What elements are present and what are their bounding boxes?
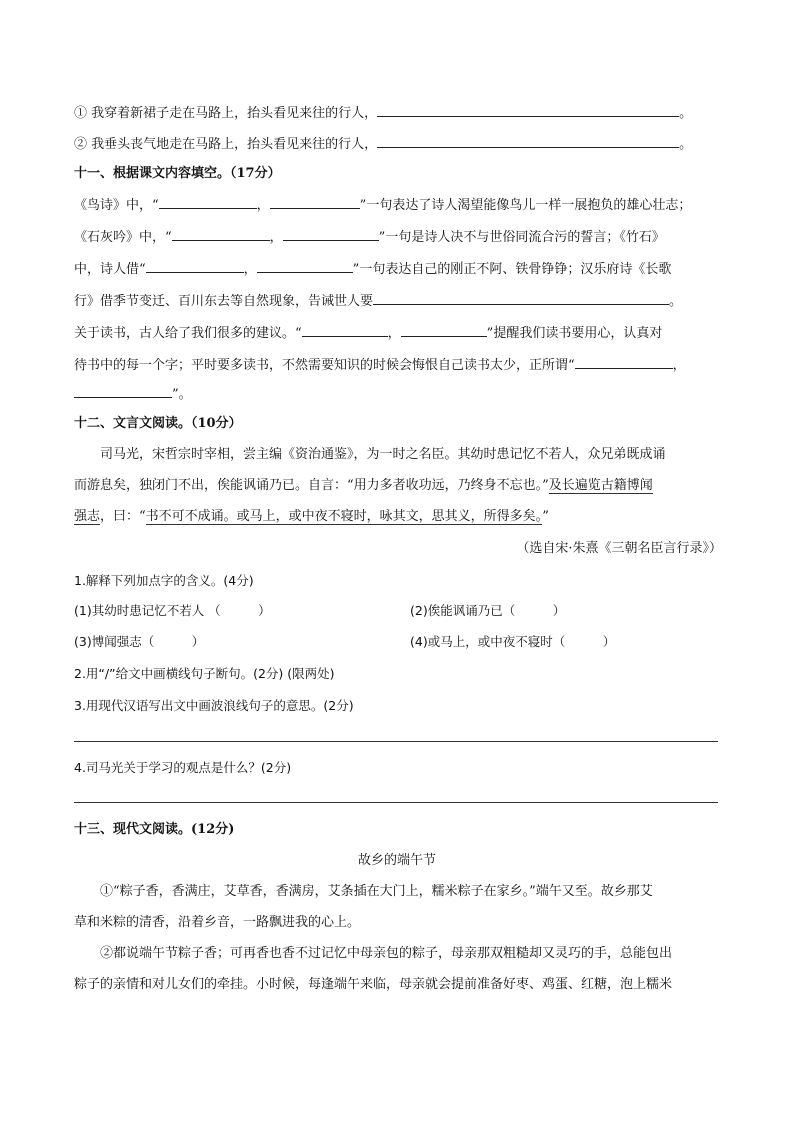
answer-blank[interactable]: [283, 226, 379, 241]
section-13-heading: 十三、现代文阅读。(12分): [74, 822, 235, 837]
s12-question-1: 1.解释下列加点字的含义。(4分): [74, 573, 254, 588]
answer-line[interactable]: [74, 802, 718, 803]
text: 。: [669, 294, 683, 309]
text: ”一句表达自己的刚正不阿、铁骨铮铮；汉乐府诗《长歌: [352, 262, 672, 277]
answer-blank[interactable]: [401, 322, 487, 337]
s11-line-4: [74, 290, 682, 312]
article-title: 故乡的端午节: [357, 853, 436, 868]
text: 中，诗人借“: [74, 262, 146, 277]
answer-blank[interactable]: [302, 322, 388, 337]
text: ，: [672, 358, 686, 373]
answer-blank[interactable]: [257, 258, 353, 273]
q10-item-2-text: ② 我垂头丧气地走在马路上，抬头看见来往的行人，: [74, 137, 378, 152]
text: ，曰：“: [100, 509, 146, 524]
s12-q1-c[interactable]: (3)博闻强志（ ）: [74, 634, 205, 649]
text: ”: [542, 509, 549, 524]
s11-line-7: [74, 383, 192, 405]
s12-question-4: 4.司马光关于学习的观点是什么？(2分): [74, 760, 292, 775]
s12-para-1: 司马光，宋哲宗时宰相，尝主编《资治通鉴》，为一时之名臣。其幼时患记忆不若人，众兄弟既成诵: [100, 447, 666, 462]
text: 《石灰吟》中，“: [74, 230, 172, 245]
text: 而游息矣，独闭门不出，俟能讽诵乃已。自言：“用力多者收功远，乃终身不忘也。”: [74, 478, 549, 493]
q10-item-2: [74, 133, 692, 155]
punct: 。: [679, 106, 693, 121]
underlined-sentence: 强志: [74, 509, 101, 524]
text: ，: [387, 326, 401, 341]
answer-blank[interactable]: [74, 383, 172, 398]
answer-blank[interactable]: [270, 194, 360, 209]
s13-para-2a: ②都说端午节粽子香；可再香也香不过记忆中母亲包的粽子，母亲那双粗糙却又灵巧的手，总能包出: [100, 946, 673, 961]
text: 关于读书，古人给了我们很多的建议。“: [74, 326, 302, 341]
text: ”一句表达了诗人渴望能像鸟儿一样一展抱负的雄心壮志；: [359, 198, 692, 213]
s13-para-1a: ①“粽子香，香满庄，艾草香，香满房，艾条插在大门上，糯米粽子在家乡。”端午又至。故乡那艾: [100, 884, 653, 899]
s13-para-2b: 粽子的亲情和对儿女们的牵挂。小时候，每逢端午来临，母亲就会提前准备好枣、鸡蛋、红糖，泡上糯米: [74, 977, 673, 992]
answer-blank[interactable]: [575, 354, 673, 369]
text: ，: [243, 262, 257, 277]
underlined-sentence: 及长遍览古籍博闻: [548, 478, 653, 493]
s12-para-3: [74, 507, 549, 527]
s11-line-5: [74, 322, 662, 344]
answer-blank[interactable]: [377, 102, 679, 117]
s11-line-3: [74, 258, 671, 280]
s12-para-2: [74, 476, 653, 496]
section-11-heading: 十一、根据课文内容填空。（17分）: [74, 166, 281, 181]
s12-q1-a[interactable]: (1)其幼时患记忆不若人 （ ）: [74, 603, 271, 618]
s11-line-6: [74, 354, 686, 376]
text: ”。: [172, 387, 192, 402]
text: 《鸟诗》中，“: [74, 198, 159, 213]
wavy-underlined-sentence: 书不可不成诵。或马上，或中夜不寝时，咏其文，思其义，所得多矣。: [145, 509, 543, 524]
s12-question-3: 3.用现代汉语写出文中画波浪线句子的意思。(2分): [74, 698, 354, 713]
q10-item-1-text: ① 我穿着新裙子走在马路上，抬头看见来往的行人，: [74, 106, 378, 121]
s12-q1-d[interactable]: (4)或马上，或中夜不寝时（ ）: [410, 634, 616, 649]
answer-blank[interactable]: [373, 290, 669, 305]
answer-blank[interactable]: [159, 194, 257, 209]
section-12-heading: 十二、文言文阅读。（10分）: [74, 416, 242, 431]
answer-blank[interactable]: [377, 133, 679, 148]
punct: 。: [679, 137, 693, 152]
source-citation: （选自宋·朱熹《三朝名臣言行录》）: [516, 541, 722, 556]
text: 待书中的每一个字；平时要多读书，不然需要知识的时候会悔恨自己读书太少，正所谓“: [74, 358, 575, 373]
answer-blank[interactable]: [146, 258, 244, 273]
answer-line[interactable]: [74, 741, 718, 742]
text: ”一句是诗人决不与世俗同流合污的誓言；《竹石》: [378, 230, 665, 245]
s11-line-2: [74, 226, 665, 248]
s13-para-1b: 草和米粽的清香，沿着乡音，一路飘进我的心上。: [74, 915, 361, 930]
s12-q1-b[interactable]: (2)俟能讽诵乃已（ ）: [410, 603, 566, 618]
text: ，: [256, 198, 270, 213]
s12-question-2: 2.用“/”给文中画横线句子断句。(2分) (限两处): [74, 666, 335, 681]
answer-blank[interactable]: [172, 226, 270, 241]
text: ，: [269, 230, 283, 245]
s11-line-1: [74, 194, 691, 216]
text: 行》借季节变迁、百川东去等自然现象，告诫世人要: [74, 294, 374, 309]
q10-item-1: [74, 102, 692, 124]
text: ”提醒我们读书要用心，认真对: [486, 326, 663, 341]
